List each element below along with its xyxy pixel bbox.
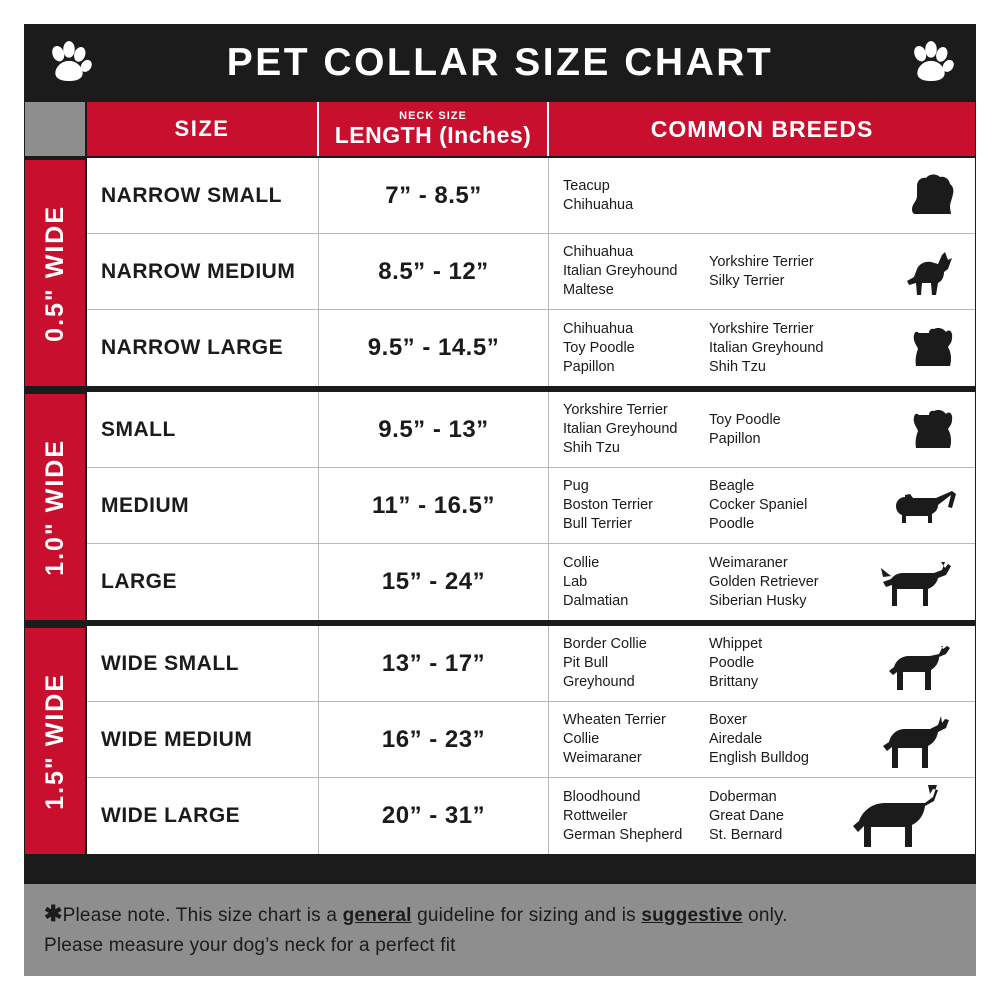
breed-name: Chihuahua bbox=[563, 320, 634, 337]
cell-size: WIDE SMALL bbox=[87, 626, 319, 701]
breed-name: Poodle bbox=[709, 516, 755, 532]
cell-length: 9.5” - 13” bbox=[319, 392, 549, 467]
table-row bbox=[87, 392, 975, 468]
cell-breeds bbox=[549, 702, 975, 777]
boxer-silhouette bbox=[879, 712, 963, 768]
header-cell-size bbox=[87, 102, 319, 156]
breed-name: Papillon bbox=[563, 358, 615, 375]
breed-name: Collie bbox=[563, 731, 600, 747]
pit-bull-silhouette bbox=[885, 638, 963, 690]
breeds-column-2 bbox=[709, 253, 859, 291]
breeds-column-1 bbox=[563, 243, 709, 300]
cell-breeds bbox=[549, 468, 975, 543]
breed-name: Papillon bbox=[709, 430, 761, 447]
cell-size: LARGE bbox=[87, 544, 319, 620]
breed-name: Italian Greyhound bbox=[563, 263, 678, 279]
cell-breeds bbox=[549, 626, 975, 701]
papillon-silhouette bbox=[907, 323, 963, 373]
table-row bbox=[87, 544, 975, 620]
table-header-row bbox=[25, 102, 975, 158]
footer-text-b: guideline for sizing and is bbox=[411, 905, 642, 926]
breeds-column-1 bbox=[563, 320, 709, 377]
breed-name: Toy Poodle bbox=[563, 339, 635, 356]
pug-silhouette bbox=[891, 484, 963, 528]
cell-breeds bbox=[549, 158, 975, 233]
breed-name: Beagle bbox=[709, 478, 755, 494]
cell-breeds bbox=[549, 234, 975, 309]
breeds-column-2 bbox=[709, 411, 859, 449]
table-row bbox=[87, 158, 975, 234]
footer-emphasis-suggestive: suggestive bbox=[641, 905, 743, 926]
breed-name: Teacup bbox=[563, 177, 610, 194]
breed-name: Pit Bull bbox=[563, 655, 609, 671]
cell-breeds bbox=[549, 778, 975, 854]
footer-text-a: Please note. This size chart is a bbox=[62, 905, 343, 926]
chihuahua-silhouette bbox=[901, 249, 963, 295]
table-row bbox=[87, 310, 975, 386]
group-label-text: 1.5" WIDE bbox=[40, 672, 69, 810]
cell-breeds bbox=[549, 310, 975, 386]
cell-length: 11” - 16.5” bbox=[319, 468, 549, 543]
size-group bbox=[25, 158, 975, 392]
header-label-size: SIZE bbox=[174, 116, 230, 141]
breed-name: Doberman bbox=[709, 788, 777, 805]
breed-name: Boston Terrier bbox=[563, 497, 653, 513]
paw-print-icon bbox=[908, 40, 954, 86]
breed-name: Greyhound bbox=[563, 674, 635, 690]
group-label-wide bbox=[25, 626, 87, 854]
size-group bbox=[25, 626, 975, 856]
cell-length: 13” - 17” bbox=[319, 626, 549, 701]
doberman-silhouette bbox=[851, 783, 963, 849]
breed-name: English Bulldog bbox=[709, 750, 809, 766]
breed-name: Silky Terrier bbox=[709, 272, 785, 289]
cell-length: 20” - 31” bbox=[319, 778, 549, 854]
breeds-column-1 bbox=[563, 401, 709, 458]
cell-size: WIDE LARGE bbox=[87, 778, 319, 854]
group-label-text: 1.0" WIDE bbox=[40, 438, 69, 576]
breed-name: Wheaten Terrier bbox=[563, 712, 666, 728]
table-row bbox=[87, 626, 975, 702]
breed-name: Rottweiler bbox=[563, 807, 628, 824]
breed-name: Dalmatian bbox=[563, 592, 629, 609]
breed-name: Maltese bbox=[563, 282, 614, 298]
breed-name: Brittany bbox=[709, 674, 759, 690]
cell-breeds bbox=[549, 544, 975, 620]
breed-name: Boxer bbox=[709, 712, 747, 728]
page-title: PET COLLAR SIZE CHART bbox=[226, 41, 774, 84]
breed-name: St. Bernard bbox=[709, 826, 783, 843]
breeds-column-1 bbox=[563, 477, 709, 534]
footer-text-c: only. bbox=[742, 905, 788, 926]
table-row bbox=[87, 702, 975, 778]
table-row bbox=[87, 778, 975, 854]
breeds-column-1 bbox=[563, 711, 709, 768]
papillon-silhouette bbox=[907, 405, 963, 455]
breeds-column-2 bbox=[709, 477, 859, 534]
breed-name: Siberian Husky bbox=[709, 592, 807, 609]
group-rows bbox=[87, 158, 975, 386]
breed-name: Toy Poodle bbox=[709, 411, 781, 428]
header-sublabel-neck-size: NECK SIZE bbox=[399, 110, 467, 122]
cell-size: SMALL bbox=[87, 392, 319, 467]
breed-name: Italian Greyhound bbox=[563, 421, 678, 437]
cell-length: 9.5” - 14.5” bbox=[319, 310, 549, 386]
breed-name: Shih Tzu bbox=[563, 440, 620, 456]
breed-name: Whippet bbox=[709, 636, 763, 652]
header-label-breeds: COMMON BREEDS bbox=[650, 115, 874, 142]
chart-header bbox=[24, 24, 976, 102]
header-cell-length bbox=[319, 102, 549, 156]
breeds-column-1 bbox=[563, 635, 709, 692]
breed-name: Weimaraner bbox=[563, 750, 642, 766]
header-label-length: LENGTH (Inches) bbox=[334, 122, 532, 148]
cell-size: NARROW SMALL bbox=[87, 158, 319, 233]
breed-name: Cocker Spaniel bbox=[709, 497, 808, 513]
breed-name: Collie bbox=[563, 554, 600, 571]
breed-name: Italian Greyhound bbox=[709, 339, 824, 356]
size-group bbox=[25, 392, 975, 626]
breed-name: Border Collie bbox=[563, 636, 647, 652]
breed-name: German Shepherd bbox=[563, 826, 683, 843]
group-rows bbox=[87, 626, 975, 854]
cell-length: 16” - 23” bbox=[319, 702, 549, 777]
breed-name: Yorkshire Terrier bbox=[709, 253, 814, 270]
table-row bbox=[87, 234, 975, 310]
breed-name: Chihuahua bbox=[563, 196, 634, 213]
breed-name: Bloodhound bbox=[563, 788, 641, 805]
breed-name: Chihuahua bbox=[563, 244, 634, 260]
header-cell-breeds bbox=[549, 102, 975, 156]
group-label-narrow bbox=[25, 158, 87, 386]
breeds-column-1 bbox=[563, 177, 709, 215]
breeds-column-1 bbox=[563, 554, 709, 611]
breed-name: Yorkshire Terrier bbox=[709, 320, 814, 337]
size-table bbox=[24, 102, 976, 884]
footer-note bbox=[24, 884, 976, 976]
footer-line-2: Please measure your dog’s neck for a perfect fit bbox=[44, 935, 456, 956]
cell-size: WIDE MEDIUM bbox=[87, 702, 319, 777]
header-cell-corner bbox=[25, 102, 87, 156]
group-label-standard bbox=[25, 392, 87, 620]
cell-length: 8.5” - 12” bbox=[319, 234, 549, 309]
asterisk-icon: ✱ bbox=[44, 901, 63, 926]
cell-size: MEDIUM bbox=[87, 468, 319, 543]
breed-name: Pug bbox=[563, 478, 589, 494]
cell-length: 15” - 24” bbox=[319, 544, 549, 620]
breeds-column-1 bbox=[563, 788, 709, 845]
table-row bbox=[87, 468, 975, 544]
yorkshire-terrier-silhouette bbox=[907, 174, 963, 218]
breed-name: Great Dane bbox=[709, 807, 784, 824]
breed-name: Weimaraner bbox=[709, 554, 788, 571]
breed-name: Lab bbox=[563, 573, 588, 590]
breed-name: Poodle bbox=[709, 655, 755, 671]
breeds-column-2 bbox=[709, 635, 859, 692]
breed-name: Shih Tzu bbox=[709, 358, 766, 375]
cell-size: NARROW LARGE bbox=[87, 310, 319, 386]
paw-print-icon bbox=[46, 40, 92, 86]
breeds-column-2 bbox=[709, 788, 859, 845]
group-rows bbox=[87, 392, 975, 620]
breeds-column-2 bbox=[709, 711, 859, 768]
footer-emphasis-general: general bbox=[342, 905, 412, 926]
breeds-column-2 bbox=[709, 554, 859, 611]
cell-length: 7” - 8.5” bbox=[319, 158, 549, 233]
retriever-silhouette bbox=[877, 556, 963, 608]
breed-name: Yorkshire Terrier bbox=[563, 402, 668, 418]
breed-name: Bull Terrier bbox=[563, 516, 633, 532]
breed-name: Golden Retriever bbox=[709, 573, 819, 590]
breed-name: Airedale bbox=[709, 731, 763, 747]
cell-size: NARROW MEDIUM bbox=[87, 234, 319, 309]
chart-frame bbox=[24, 24, 976, 976]
cell-breeds bbox=[549, 392, 975, 467]
group-label-text: 0.5" WIDE bbox=[40, 204, 69, 342]
breeds-column-2 bbox=[709, 320, 859, 377]
footer-line-1 bbox=[44, 899, 956, 931]
